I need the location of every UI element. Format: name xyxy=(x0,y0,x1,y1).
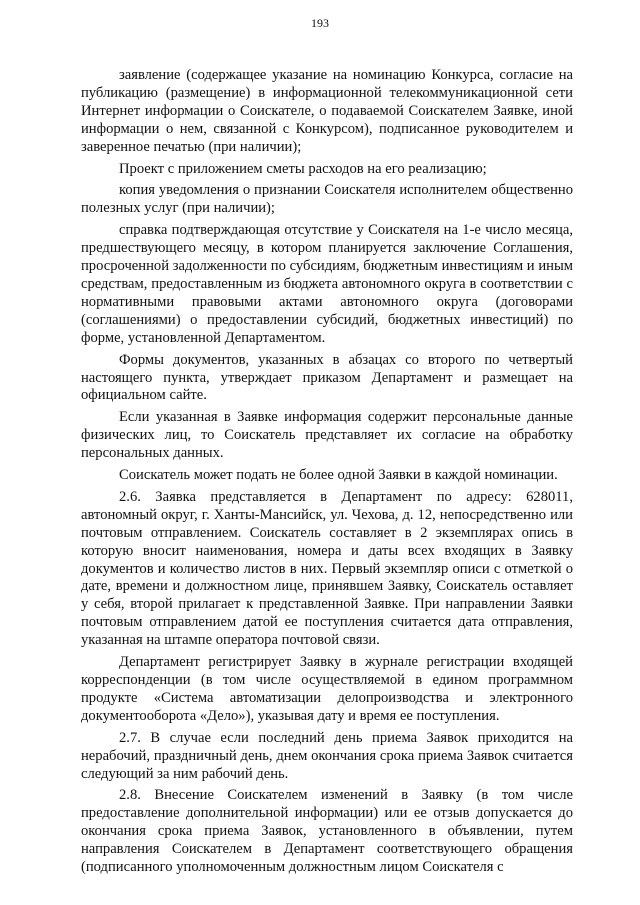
paragraph-2-6: 2.6. Заявка представляется в Департамент по адресу: 628011, автономный округ, г. Ханты-Мансийск, ул. Чехова, д. 12, непосредственно или почтовым отправлением. Соискатель составляет в 2 экземплярах опись в которую вносит наименования, номера и даты всех входящих в Заявку документов и количество листов в них. Первый экземпляр описи с отметкой о дате, времени и должностном лице, принявшем Заявку, Соискатель оставляет у себя, второй прилагает к представленной Заявке. При направлении Заявки почтовым отправлением датой ее поступления считается дата отправления, указанная на штампе оператора почтовой связи. xyxy=(81,488,573,649)
paragraph-application: заявление (содержащее указание на номинацию Конкурса, согласие на публикацию (размещение) в информационной телекоммуникационной сети Интернет информации о Соискателе, о подаваемой Соискателем Заявке, иной информации о нем, связанной с Конкурсом), подписанное руководителем и заверенное печатью (при наличии); xyxy=(81,67,573,155)
paragraph-registration: Департамент регистрирует Заявку в журнале регистрации входящей корреспонденции (в том числе осуществляемой в едином программном продукте «Система автоматизации делопроизводства и электронного документооборота «Дело»), указывая дату и время ее поступления. xyxy=(81,654,573,724)
document-body xyxy=(81,67,573,881)
paragraph-2-7: 2.7. В случае если последний день приема Заявок приходится на нерабочий, праздничный день, днем окончания срока приема Заявок считается следующий за ним рабочий день. xyxy=(81,729,573,782)
paragraph-certificate: справка подтверждающая отсутствие у Соискателя на 1-е число месяца, предшествующего месяцу, в котором планируется заключение Соглашения, просроченной задолженности по субсидиям, бюджетным инвестициям и иным средствам, предоставленным из бюджета автономного округа в соответствии с нормативными правовыми актами автономного округа (договорами (соглашениями) о предоставлении субсидий, бюджетных инвестиций) по форме, установленной Департаментом. xyxy=(81,222,573,346)
paragraph-notice-copy: копия уведомления о признании Соискателя исполнителем общественно полезных услуг (при наличии); xyxy=(81,182,573,217)
paragraph-project: Проект с приложением сметы расходов на его реализацию; xyxy=(119,160,487,177)
paragraph-forms: Формы документов, указанных в абзацах со второго по четвертый настоящего пункта, утверждает приказом Департамент и размещает на официальном сайте. xyxy=(81,351,573,404)
paragraph-one-application: Соискатель может подать не более одной Заявки в каждой номинации. xyxy=(119,467,558,484)
paragraph-2-8: 2.8. Внесение Соискателем изменений в Заявку (в том числе предоставление дополнительной информации) или ее отзыв допускается до окончания срока приема Заявок, установленного в объявлении, путем направления Соискателем в Департамент соответствующего обращения (подписанного уполномоченным должностным лицом Соискателя с xyxy=(81,787,573,876)
paragraph-personal-data: Если указанная в Заявке информация содержит персональные данные физических лиц, то Соискатель представляет их согласие на обработку персональных данных. xyxy=(81,409,573,462)
page-number: 193 xyxy=(311,16,329,30)
